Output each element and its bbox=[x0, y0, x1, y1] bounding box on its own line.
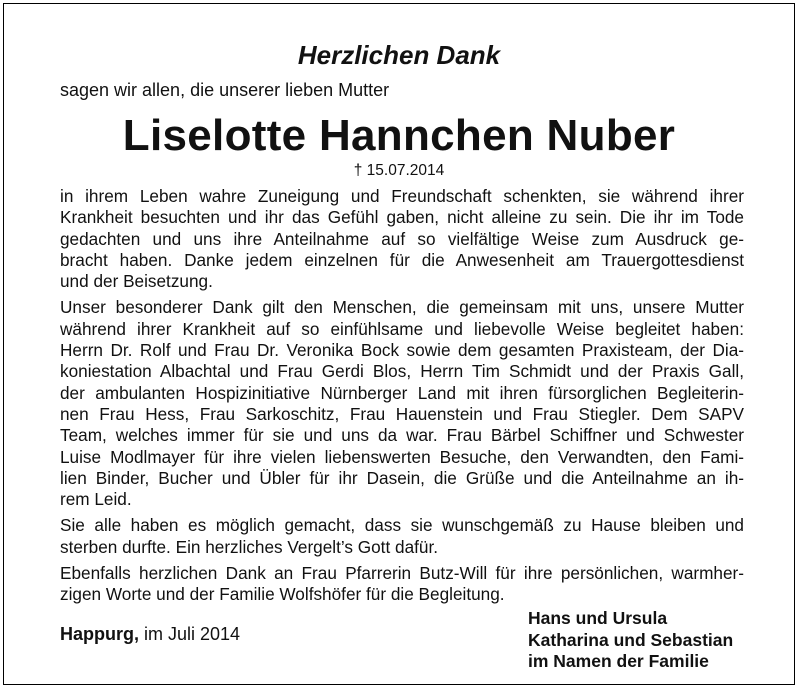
text-line: koniestation Albachtal und Frau Gerdi Blos, Herrn Tim Schmidt und der Praxis Gall, bbox=[60, 361, 744, 382]
text-line: der ambulanten Hospizinitiative Nürnberger Land mit ihren fürsorglichen Begleiterin- bbox=[60, 382, 744, 403]
text-line: Team, welches immer für sie und uns da war. Frau Bärbel Schiffner und Schwester bbox=[60, 425, 744, 446]
text-line: Unser besonderer Dank gilt den Menschen, die gemeinsam mit uns, unsere Mutter bbox=[60, 297, 744, 318]
text-line: Ebenfalls herzlichen Dank an Frau Pfarrerin Butz-Will für ihre persönlichen, warmher- bbox=[60, 563, 744, 584]
text-line: bracht haben. Danke jedem einzelnen für die Anwesenheit am Trauergottesdienst bbox=[60, 249, 744, 270]
signer-line: Hans und Ursula bbox=[528, 608, 668, 628]
signer-line: im Namen der Familie bbox=[528, 651, 709, 671]
text-line: und der Beisetzung. bbox=[60, 271, 213, 292]
text-line: nen Frau Hess, Frau Sarkoschitz, Frau Hauenstein und Frau Stiegler. Dem SAPV bbox=[60, 403, 744, 424]
text-line: zigen Worte und der Familie Wolfshöfer für die Begleitung. bbox=[60, 584, 505, 605]
death-date: † 15.07.2014 bbox=[353, 162, 445, 179]
paragraph bbox=[60, 515, 744, 558]
paragraph bbox=[60, 186, 744, 292]
text-line: Herrn Dr. Rolf und Frau Dr. Veronika Bock sowie dem gesamten Praxisteam, der Dia- bbox=[60, 340, 744, 361]
signer-line: Katharina und Sebastian bbox=[528, 629, 734, 650]
text-line: gedachten und uns ihre Anteilnahme auf so vielfältige Weise zum Ausdruck ge- bbox=[60, 228, 744, 249]
notice-heading: Herzlichen Dank bbox=[297, 40, 501, 70]
text-line: lien Binder, Bucher und Übler für ihr Dasein, die Grüße und die Anteilnahme an ih- bbox=[60, 467, 744, 488]
deceased-name: Liselotte Hannchen Nuber bbox=[122, 111, 676, 160]
paragraph bbox=[60, 297, 744, 510]
thanks-body bbox=[60, 186, 744, 611]
text-line: sterben durfte. Ein herzliches Vergelt’s Gott dafür. bbox=[60, 536, 439, 557]
place-town: Happurg, bbox=[60, 624, 139, 644]
paragraph bbox=[60, 563, 744, 606]
text-line: rem Leid. bbox=[60, 489, 132, 510]
text-line: während ihrer Krankheit auf so einfühlsame und liebevolle Weise begleitet haben: bbox=[60, 318, 744, 339]
intro-line: sagen wir allen, die unserer lieben Mutter bbox=[60, 80, 390, 100]
obituary-notice bbox=[3, 3, 795, 685]
text-line: in ihrem Leben wahre Zuneigung und Freundschaft schenkten, sie während ihrer bbox=[60, 186, 744, 206]
signers-block bbox=[528, 608, 733, 673]
text-line: Sie alle haben es möglich gemacht, dass sie wunschgemäß zu Hause bleiben und bbox=[60, 515, 744, 536]
text-line: Krankheit besuchten und ihr das Gefühl gaben, nicht alleine zu sein. Die ihr im Tode bbox=[60, 207, 744, 228]
text-line: Luise Modlmayer für ihre vielen liebenswerten Besuche, den Verwandten, den Fami- bbox=[60, 446, 744, 467]
place-date-text: im Juli 2014 bbox=[144, 624, 241, 644]
place-date bbox=[60, 624, 240, 645]
